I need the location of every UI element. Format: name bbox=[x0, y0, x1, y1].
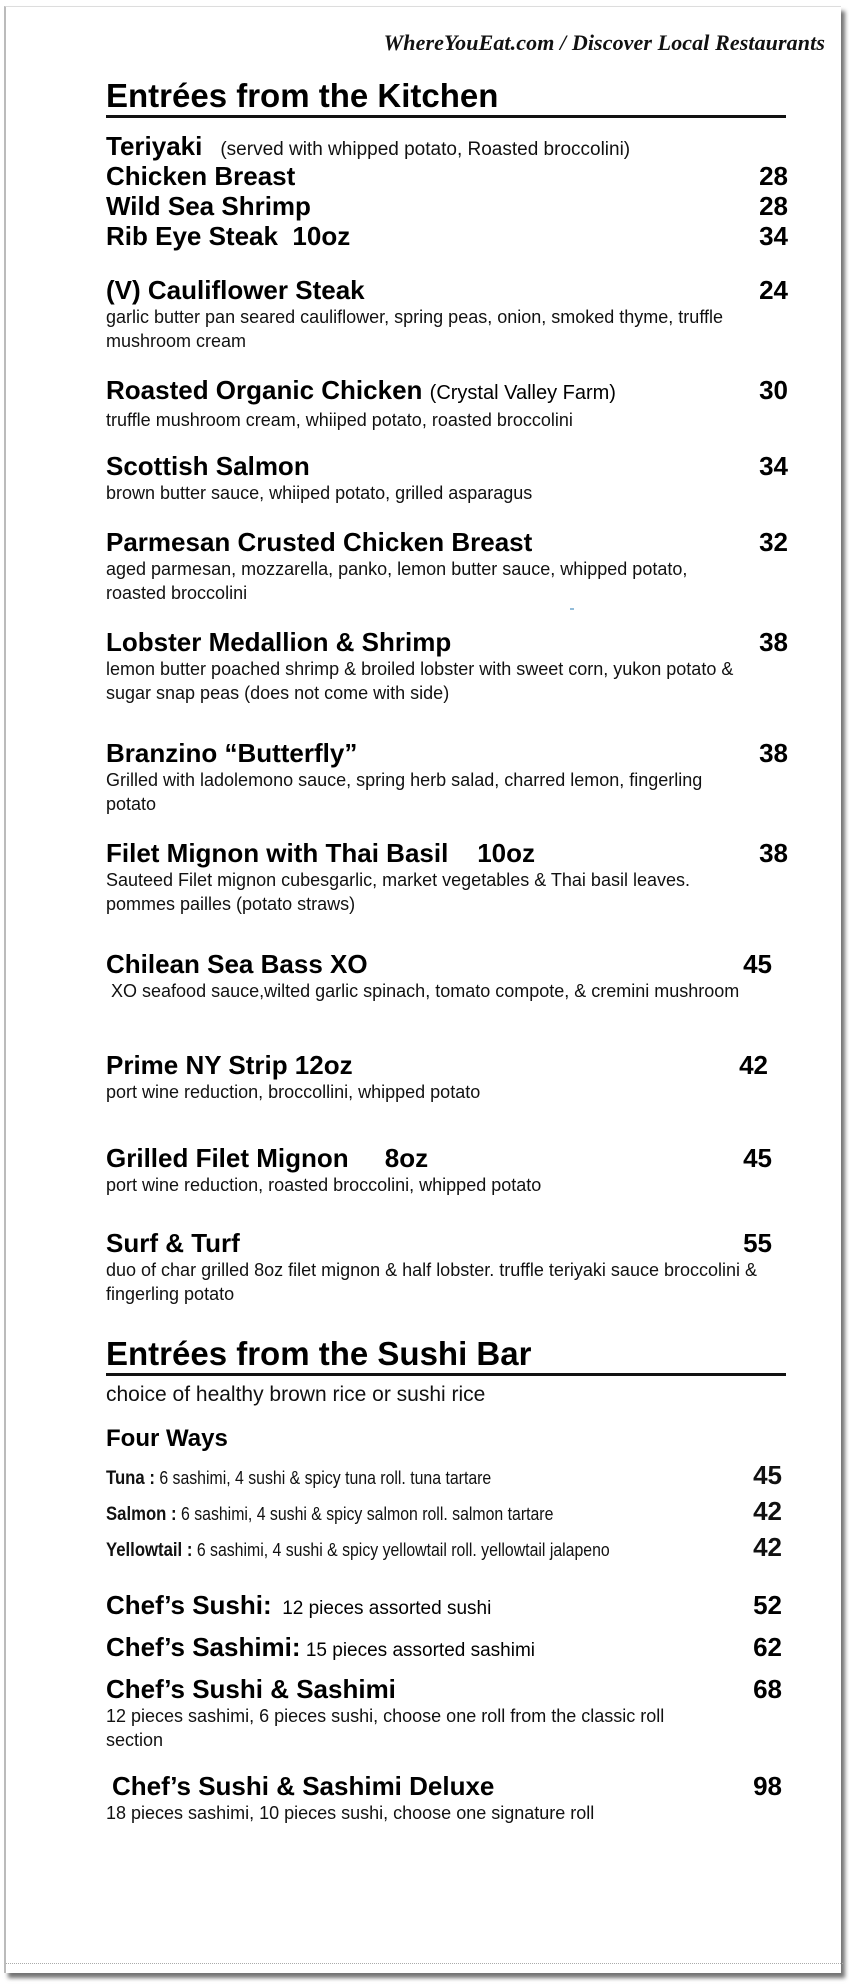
page-bottom-edge bbox=[6, 1963, 843, 1964]
item-name: Chef’s Sushi: bbox=[106, 1590, 272, 1620]
teriyaki-group bbox=[106, 131, 788, 251]
item-description: 6 sashimi, 4 sushi & spicy yellowtail roll. yellowtail jalapeno bbox=[192, 1540, 610, 1560]
item-name: Roasted Organic Chicken bbox=[106, 375, 423, 405]
item-name: Chef’s Sashimi: bbox=[106, 1632, 301, 1662]
item-price: 28 bbox=[759, 191, 788, 221]
section-title-kitchen: Entrées from the Kitchen bbox=[106, 78, 786, 118]
item-name: Salmon : bbox=[106, 1504, 177, 1525]
item-price: 30 bbox=[759, 375, 788, 405]
menu-item bbox=[106, 1496, 782, 1527]
four-ways-title: Four Ways bbox=[106, 1425, 228, 1452]
menu-item bbox=[106, 527, 788, 605]
item-description: 6 sashimi, 4 sushi & spicy salmon roll. salmon tartare bbox=[176, 1504, 554, 1524]
item-price: 38 bbox=[759, 627, 788, 657]
item-description: 12 pieces assorted sushi bbox=[271, 1598, 492, 1619]
item-name: Rib Eye Steak 10oz bbox=[106, 221, 351, 251]
menu-item bbox=[106, 1590, 782, 1624]
item-description: 15 pieces assorted sashimi bbox=[300, 1640, 536, 1661]
item-description: Grilled with ladolemono sauce, spring herb salad, charred lemon, fingerling potato bbox=[106, 770, 703, 814]
item-price: 42 bbox=[753, 1532, 782, 1562]
site-header: WhereYouEat.com / Discover Local Restaurants bbox=[383, 30, 825, 55]
item-description: 18 pieces sashimi, 10 pieces sushi, choose one signature roll bbox=[106, 1803, 595, 1823]
item-name: Chilean Sea Bass XO bbox=[106, 949, 368, 979]
item-price: 45 bbox=[743, 1143, 772, 1173]
item-name: Filet Mignon with Thai Basil 10oz bbox=[106, 838, 536, 868]
menu-item bbox=[106, 1460, 782, 1491]
item-description: 12 pieces sashimi, 6 pieces sushi, choose one roll from the classic roll section bbox=[106, 1706, 665, 1750]
item-price: 38 bbox=[759, 738, 788, 768]
item-price: 98 bbox=[753, 1771, 782, 1801]
menu-item bbox=[106, 1143, 772, 1197]
item-name: Chicken Breast bbox=[106, 161, 296, 191]
item-name: Chef’s Sushi & Sashimi Deluxe bbox=[112, 1771, 495, 1801]
item-name: Yellowtail : bbox=[106, 1540, 193, 1561]
item-description: port wine reduction, broccollini, whipped potato bbox=[106, 1082, 481, 1102]
menu-item bbox=[106, 451, 788, 505]
section-title-sushi: Entrées from the Sushi Bar bbox=[106, 1336, 786, 1376]
item-description: truffle mushroom cream, whiiped potato, roasted broccolini bbox=[106, 410, 573, 430]
item-name: Prime NY Strip 12oz bbox=[106, 1050, 353, 1080]
menu-item bbox=[106, 221, 788, 251]
menu-item bbox=[106, 949, 772, 1003]
item-description: aged parmesan, mozzarella, panko, lemon butter sauce, whipped potato, roasted broccolini bbox=[106, 559, 688, 603]
item-name: (V) Cauliflower Steak bbox=[106, 275, 365, 305]
item-description: Sauteed Filet mignon cubesgarlic, market vegetables & Thai basil leaves. pommes pailles (potato straws) bbox=[106, 870, 690, 914]
item-name: Scottish Salmon bbox=[106, 451, 310, 481]
item-description: garlic butter pan seared cauliflower, spring peas, onion, smoked thyme, truffle mushroom cream bbox=[106, 307, 724, 351]
menu-item bbox=[106, 191, 788, 221]
item-price: 42 bbox=[739, 1050, 768, 1080]
item-price: 28 bbox=[759, 161, 788, 191]
item-name: Wild Sea Shrimp bbox=[106, 191, 311, 221]
menu-item bbox=[106, 738, 788, 816]
item-description: brown butter sauce, whiiped potato, grilled asparagus bbox=[106, 483, 533, 503]
item-description: 6 sashimi, 4 sushi & spicy tuna roll. tuna tartare bbox=[154, 1468, 492, 1488]
scan-speck bbox=[570, 608, 574, 610]
item-note: (Crystal Valley Farm) bbox=[429, 382, 616, 404]
item-price: 62 bbox=[753, 1632, 782, 1662]
item-name: Grilled Filet Mignon 8oz bbox=[106, 1143, 429, 1173]
menu-item bbox=[106, 1632, 782, 1666]
item-description: port wine reduction, roasted broccolini, whipped potato bbox=[106, 1175, 542, 1195]
item-price: 42 bbox=[753, 1496, 782, 1526]
item-price: 38 bbox=[759, 838, 788, 868]
item-note: (served with whipped potato, Roasted broccolini) bbox=[220, 139, 631, 160]
item-name: Lobster Medallion & Shrimp bbox=[106, 627, 452, 657]
item-price: 34 bbox=[759, 221, 788, 251]
item-name: Surf & Turf bbox=[106, 1228, 240, 1258]
menu-item bbox=[106, 1674, 782, 1752]
item-price: 68 bbox=[753, 1674, 782, 1704]
item-price: 32 bbox=[759, 527, 788, 557]
menu-item bbox=[106, 375, 788, 432]
item-description: duo of char grilled 8oz filet mignon & half lobster. truffle teriyaki sauce broccolini & fingerling potato bbox=[106, 1260, 758, 1304]
menu-item bbox=[106, 1771, 782, 1825]
menu-item bbox=[106, 1532, 782, 1563]
item-price: 55 bbox=[743, 1228, 772, 1258]
menu-item bbox=[106, 275, 788, 353]
item-name: Branzino “Butterfly” bbox=[106, 738, 358, 768]
item-price: 24 bbox=[759, 275, 788, 305]
item-price: 45 bbox=[743, 949, 772, 979]
item-name: Chef’s Sushi & Sashimi bbox=[106, 1674, 396, 1704]
item-description: XO seafood sauce,wilted garlic spinach, tomato compote, & cremini mushroom bbox=[106, 981, 740, 1001]
item-price: 34 bbox=[759, 451, 788, 481]
item-name: Teriyaki bbox=[106, 131, 203, 161]
menu-item bbox=[106, 1050, 768, 1104]
menu-item bbox=[106, 627, 788, 705]
item-price: 52 bbox=[753, 1590, 782, 1620]
menu-item bbox=[106, 838, 788, 916]
menu-item bbox=[106, 1228, 772, 1306]
item-description: lemon butter poached shrimp & broiled lobster with sweet corn, yukon potato & sugar snap peas (does not come with side) bbox=[106, 659, 734, 703]
menu-item bbox=[106, 161, 788, 191]
item-price: 45 bbox=[753, 1460, 782, 1490]
item-name: Tuna : bbox=[106, 1468, 155, 1489]
rice-note: choice of healthy brown rice or sushi rice bbox=[106, 1383, 486, 1406]
item-name: Parmesan Crusted Chicken Breast bbox=[106, 527, 533, 557]
